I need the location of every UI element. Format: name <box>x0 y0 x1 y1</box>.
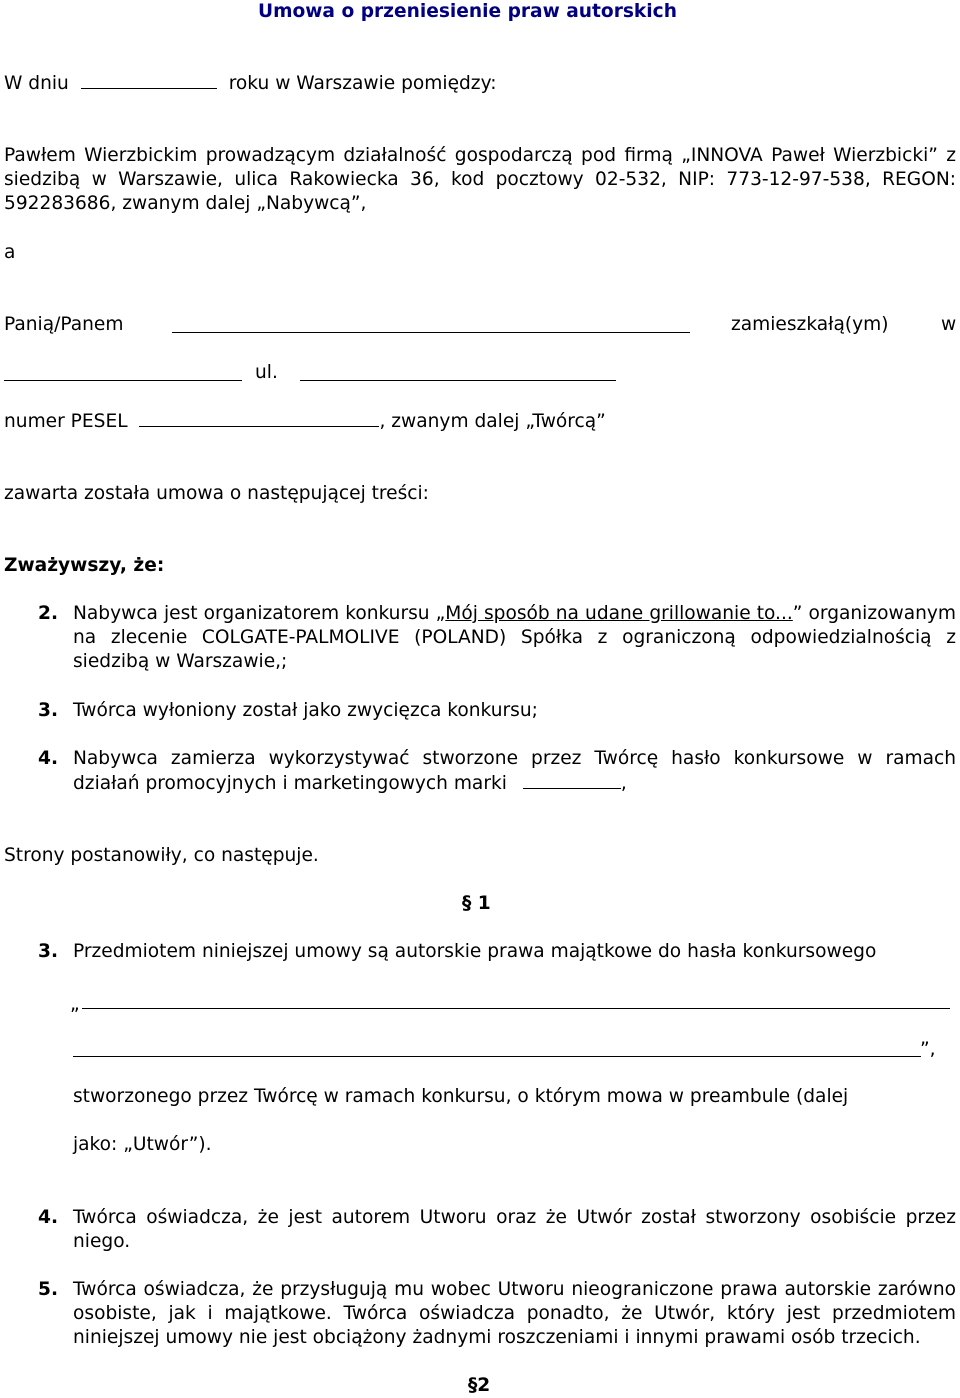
pesel-line <box>4 409 606 434</box>
preamble-item: Twórca wyłoniony został jako zwycięzca konkursu; <box>73 700 538 721</box>
clause-text: Twórca oświadcza, że jest autorem Utworu oraz że Utwór został stworzony osobiście przez niego. <box>73 1207 956 1252</box>
preamble-tail: , <box>620 773 627 794</box>
clause-text: Przedmiotem niniejszej umowy są autorskie prawa majątkowe do hasła konkursowego <box>73 941 877 962</box>
residence-in: w <box>941 314 957 335</box>
buyer-paragraph: Pawłem Wierzbickim prowadzącym działalność gospodarczą pod firmą „INNOVA Paweł Wierzbicki” z siedzibą w Warszawie, ulica Rakowiecka 36, kod pocztowy 02-532, NIP: 773-12-97-538, REGON: 592283686, zwanym dalej „Nabywcą”, <box>4 145 956 214</box>
preamble-item <box>73 747 956 796</box>
preamble-number: 2. <box>38 603 59 624</box>
pesel-prefix: numer PESEL <box>4 411 128 432</box>
conjunction: a <box>4 242 16 263</box>
residence-label: zamieszkałą(ym) <box>731 314 889 335</box>
preamble-number: 4. <box>38 748 59 769</box>
section-heading: § 1 <box>462 893 491 914</box>
slogan-blank-2[interactable] <box>73 1056 921 1057</box>
whereas-heading: Zważywszy, że: <box>4 555 165 576</box>
intro-suffix: roku w Warszawie pomiędzy: <box>228 73 497 94</box>
clause-text: stworzonego przez Twórcę w ramach konkursu, o którym mowa w preambule (dalej <box>73 1086 849 1107</box>
clause-number: 5. <box>38 1279 59 1300</box>
clause-text: Twórca oświadcza, że przysługują mu wobec Utworu nieograniczone prawa autorskie zarówno osobiste, jak i majątkowe. Twórca oświadcza ponadto, że Utwór, który jest przedmiotem niniejszej umowy nie jest obciążony żadnymi roszczeniami i innymi prawami osób trzecich. <box>73 1279 956 1348</box>
creator-prefix: Panią/Panem <box>4 314 124 335</box>
resolved-text: Strony postanowiły, co następuje. <box>4 845 319 866</box>
street-label: ul. <box>255 362 278 383</box>
preamble-text: ” organizowanym na zlecenie COLGATE-PALMOLIVE (POLAND) Spółka z ograniczoną odpowiedzialnością z siedzibą w Warszawie,; <box>73 603 956 672</box>
city-blank[interactable] <box>4 380 242 381</box>
preamble-text: Nabywca zamierza wykorzystywać stworzone przez Twórcę hasło konkursowe w ramach działań promocyjnych i marketingowych marki <box>73 748 956 794</box>
clause-number: 3. <box>38 941 59 962</box>
contest-name: Mój sposób na udane grillowanie to... <box>445 603 793 624</box>
preamble-number: 3. <box>38 700 59 721</box>
preamble-text: Nabywca jest organizatorem konkursu „ <box>73 603 446 624</box>
street-blank[interactable] <box>300 380 616 381</box>
document-title: Umowa o przeniesienie praw autorskich <box>258 1 677 22</box>
creator-name-blank[interactable] <box>172 332 690 333</box>
clause-number: 4. <box>38 1207 59 1228</box>
work-definition: jako: „Utwór”). <box>73 1134 212 1155</box>
intro-prefix: W dniu <box>4 73 69 94</box>
section-heading: §2 <box>468 1375 491 1396</box>
date-blank[interactable] <box>81 71 217 89</box>
pesel-suffix: , zwanym dalej „Twórcą” <box>379 411 606 432</box>
intro-line <box>4 71 496 96</box>
pesel-blank[interactable] <box>139 409 379 427</box>
preamble-item <box>73 602 956 674</box>
open-quote: „ <box>70 994 80 1015</box>
slogan-blank[interactable] <box>82 1008 950 1009</box>
concluded-text: zawarta została umowa o następującej treści: <box>4 483 429 504</box>
close-quote: ”, <box>920 1039 936 1060</box>
brand-blank[interactable] <box>523 771 621 789</box>
